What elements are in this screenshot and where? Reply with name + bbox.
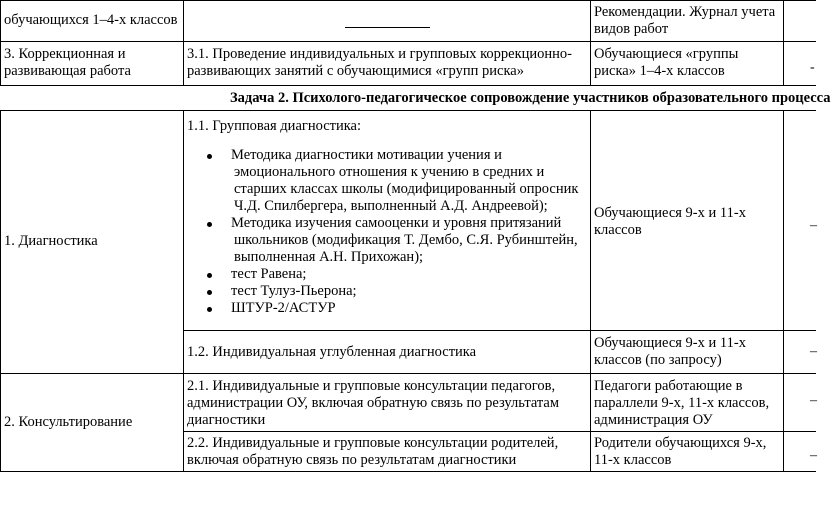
table-border-row5 <box>0 373 816 374</box>
method-item <box>187 147 587 215</box>
bullet-icon <box>207 290 212 295</box>
consulting2-edge-mark: – <box>810 448 817 463</box>
row1-target: обучающихся 1–4-х классов <box>4 12 178 28</box>
task-header: Задача 2. Психолого-педагогическое сопровождение участников образовательного процесса <box>230 90 831 106</box>
table-border-left-lower <box>0 110 1 472</box>
table-border-col2-lower <box>590 110 591 472</box>
method-line: школьников (модификация Т. Дембо, С.Я. Рубинштейн, <box>234 232 578 248</box>
method-item <box>187 215 587 266</box>
group-diagnostics-title: 1.1. Групповая диагностика: <box>187 118 362 134</box>
method-item <box>187 300 587 317</box>
table-border-left <box>0 0 1 86</box>
table-border-row1 <box>0 41 816 42</box>
individual-edge-mark: – <box>810 344 817 359</box>
diagnostics-label: 1. Диагностика <box>4 233 98 249</box>
individual-diagnostics-title: 1.2. Индивидуальная углубленная диагностика <box>187 344 477 360</box>
table-border-row3 <box>0 110 816 111</box>
method-line: старших классах школы (модифицированный опросник <box>234 181 579 197</box>
row2-edge-mark: - <box>810 60 815 75</box>
method-line: тест Равена; <box>231 266 307 282</box>
individual-diagnostics-participants: Обучающиеся 9-х и 11-х классов (по запросу) <box>594 335 746 368</box>
table-border-col1 <box>183 0 184 86</box>
method-line: выполненная А.Н. Прихожан); <box>234 249 424 265</box>
table-border-col3 <box>783 0 784 86</box>
table-border-top <box>0 0 816 1</box>
row2-activity: 3.1. Проведение индивидуальных и групповых коррекционно-развивающих занятий с обучающимися «групп риска» <box>187 46 573 79</box>
bullet-icon <box>207 273 212 278</box>
method-line: Методика диагностики мотивации учения и <box>231 147 502 163</box>
consulting-item1-participants: Педагоги работающие в параллели 9-х, 11-х классов, администрация ОУ <box>594 378 770 428</box>
table-border-row4 <box>183 330 816 331</box>
method-line: Ч.Д. Спилбергера, выполненный А.Д. Андреевой); <box>234 198 548 214</box>
method-item <box>187 266 587 283</box>
method-line: Методика изучения самооценки и уровня притязаний <box>231 215 562 231</box>
consulting-item2: 2.2. Индивидуальные и групповые консультации родителей, включая обратную связь по результатам диагностики <box>187 435 559 468</box>
method-line: ШТУР-2/АСТУР <box>231 300 336 316</box>
group-diagnostics-participants: Обучающиеся 9-х и 11-х классов <box>594 205 746 238</box>
table-border-bottom <box>0 471 816 472</box>
group-edge-mark: – <box>810 218 817 233</box>
method-line: тест Тулуз-Пьерона; <box>231 283 357 299</box>
bullet-icon <box>207 307 212 312</box>
consulting1-edge-mark: – <box>810 393 817 408</box>
bullet-icon <box>207 154 212 159</box>
consulting-item2-participants: Родители обучающихся 9-х, 11-х классов <box>594 435 767 468</box>
bullet-icon <box>207 222 212 227</box>
table-border-col2 <box>590 0 591 86</box>
table-border-row6 <box>183 431 816 432</box>
consulting-label: 2. Консультирование <box>4 414 133 430</box>
row1-participants: Рекомендации. Журнал учета видов работ <box>594 4 776 37</box>
table-border-col1-lower <box>183 110 184 472</box>
diagnostics-methods-list <box>187 147 587 317</box>
row1-blank-activity <box>345 27 430 28</box>
consulting-item1: 2.1. Индивидуальные и групповые консультации педагогов, администрации ОУ, включая обратную связь по результатам диагностики <box>187 378 560 428</box>
table-border-row2 <box>0 85 816 86</box>
row2-participants: Обучающиеся «группы риска» 1–4-х классов <box>594 46 739 79</box>
row2-section: 3. Коррекционная и развивающая работа <box>4 46 131 79</box>
method-item <box>187 283 587 300</box>
method-line: эмоционального отношения к учению в средних и <box>234 164 545 180</box>
table-border-col3-lower <box>783 110 784 472</box>
